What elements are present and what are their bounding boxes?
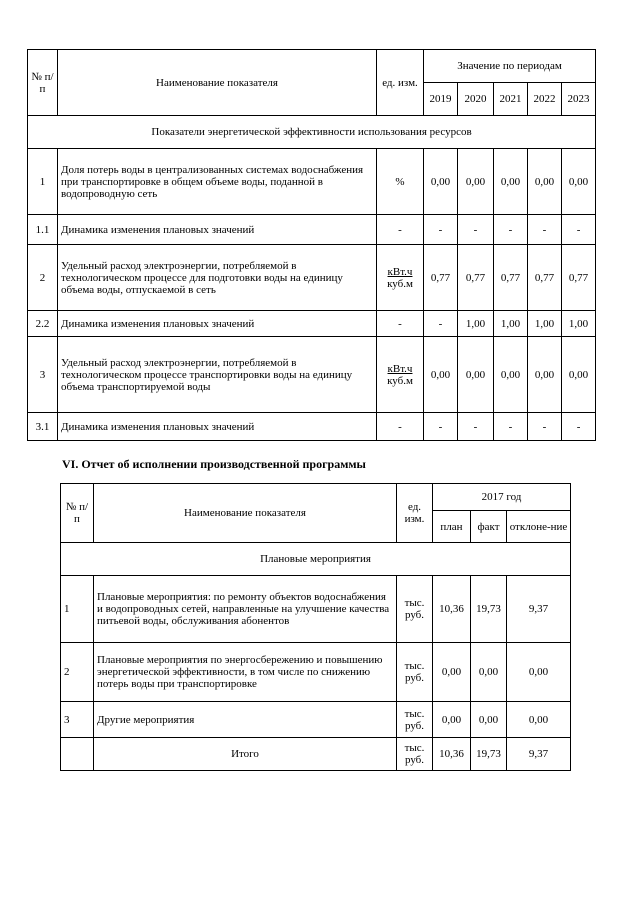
row-fact: 0,00 (471, 643, 507, 702)
unit-top: кВт.ч (387, 362, 413, 375)
row-name: Удельный расход электроэнергии, потребляемой в технологическом процессе транспортировки воды на единицу объема транспортируемой воды (58, 337, 377, 413)
row-value: 0,00 (424, 149, 458, 215)
table-row (61, 702, 571, 738)
row-unit: - (377, 311, 424, 337)
row-value: - (562, 413, 596, 441)
header-name: Наименование показателя (58, 50, 377, 116)
row-no: 3.1 (28, 413, 58, 441)
row-value: 0,00 (528, 149, 562, 215)
table-row (28, 245, 596, 311)
total-label: Итого (94, 738, 397, 771)
total-plan: 10,36 (433, 738, 471, 771)
header-name: Наименование показателя (94, 484, 397, 543)
row-unit (377, 245, 424, 311)
row-value: 1,00 (494, 311, 528, 337)
row-no: 1 (28, 149, 58, 215)
unit-bottom: куб.м (387, 277, 413, 290)
header-year: 2022 (528, 83, 562, 116)
section-title: Показатели энергетической эффективности использования ресурсов (28, 116, 596, 149)
header-deviation: отклоне-ние (507, 511, 571, 543)
row-no: 2.2 (28, 311, 58, 337)
row-no: 2 (61, 643, 94, 702)
row-no: 1.1 (28, 215, 58, 245)
row-value: - (424, 413, 458, 441)
row-name: Удельный расход электроэнергии, потребляемой в технологическом процессе для подготовки воды на единицу объема воды, отпускаемой в сеть (58, 245, 377, 311)
unit-top: кВт.ч (387, 265, 413, 278)
row-no: 3 (28, 337, 58, 413)
row-value: 0,00 (494, 149, 528, 215)
row-value: - (562, 215, 596, 245)
unit-bottom: куб.м (387, 374, 413, 387)
header-year: 2021 (494, 83, 528, 116)
row-name: Плановые мероприятия по энергосбережению и повышению энергетической эффективности, в том числе по снижению потерь воды при транспортировке (94, 643, 397, 702)
row-value: 1,00 (528, 311, 562, 337)
row-value: - (458, 413, 494, 441)
section-title: Плановые мероприятия (61, 543, 571, 576)
row-no: 2 (28, 245, 58, 311)
table-row (28, 215, 596, 245)
row-name: Динамика изменения плановых значений (58, 413, 377, 441)
header-no: № п/п (61, 484, 94, 543)
table-row (28, 149, 596, 215)
row-deviation: 0,00 (507, 643, 571, 702)
row-value: 0,00 (424, 337, 458, 413)
header-year: 2020 (458, 83, 494, 116)
table-row (61, 643, 571, 702)
total-deviation: 9,37 (507, 738, 571, 771)
row-unit: тыс. руб. (397, 643, 433, 702)
row-value: 1,00 (458, 311, 494, 337)
row-value: - (424, 215, 458, 245)
row-value: - (528, 413, 562, 441)
header-fact: факт (471, 511, 507, 543)
row-value: 0,77 (494, 245, 528, 311)
row-value: 0,00 (528, 337, 562, 413)
row-name: Доля потерь воды в централизованных системах водоснабжения при транспортировке в общем объеме воды, поданной в водопроводную сеть (58, 149, 377, 215)
row-value: - (424, 311, 458, 337)
row-value: 0,00 (458, 337, 494, 413)
row-no: 1 (61, 576, 94, 643)
row-value: - (494, 413, 528, 441)
row-name: Другие мероприятия (94, 702, 397, 738)
table-row (61, 576, 571, 643)
header-year: 2023 (562, 83, 596, 116)
table-row (28, 413, 596, 441)
row-value: 0,77 (424, 245, 458, 311)
row-deviation: 0,00 (507, 702, 571, 738)
row-unit (377, 149, 424, 215)
header-plan: план (433, 511, 471, 543)
unit-top: % (395, 175, 405, 188)
row-deviation: 9,37 (507, 576, 571, 643)
row-plan: 0,00 (433, 643, 471, 702)
row-unit: тыс. руб. (397, 738, 433, 771)
row-value: 0,00 (562, 149, 596, 215)
row-no (61, 738, 94, 771)
row-value: 1,00 (562, 311, 596, 337)
row-fact: 19,73 (471, 576, 507, 643)
row-value: - (458, 215, 494, 245)
row-unit: - (377, 215, 424, 245)
row-value: - (494, 215, 528, 245)
header-year: 2019 (424, 83, 458, 116)
row-value: 0,77 (528, 245, 562, 311)
row-unit: тыс. руб. (397, 576, 433, 643)
table-row-total (61, 738, 571, 771)
table-row (28, 311, 596, 337)
header-unit: ед. изм. (377, 50, 424, 116)
row-no: 3 (61, 702, 94, 738)
row-unit: тыс. руб. (397, 702, 433, 738)
row-value: 0,77 (562, 245, 596, 311)
header-unit: ед. изм. (397, 484, 433, 543)
row-plan: 0,00 (433, 702, 471, 738)
row-unit (377, 337, 424, 413)
row-value: 0,00 (562, 337, 596, 413)
header-periods: Значение по периодам (424, 50, 596, 83)
row-value: 0,00 (494, 337, 528, 413)
row-fact: 0,00 (471, 702, 507, 738)
header-year: 2017 год (433, 484, 571, 511)
section-heading: VI. Отчет об исполнении производственной программы (62, 457, 366, 471)
table-row (28, 337, 596, 413)
row-name: Динамика изменения плановых значений (58, 215, 377, 245)
row-value: 0,00 (458, 149, 494, 215)
row-name: Динамика изменения плановых значений (58, 311, 377, 337)
total-fact: 19,73 (471, 738, 507, 771)
row-value: - (528, 215, 562, 245)
row-value: 0,77 (458, 245, 494, 311)
production-program-table (60, 483, 571, 771)
header-no: № п/п (28, 50, 58, 116)
row-name: Плановые мероприятия: по ремонту объектов водоснабжения и водопроводных сетей, направленные на улучшение качества питьевой воды, обслуживания абонентов (94, 576, 397, 643)
row-unit: - (377, 413, 424, 441)
row-plan: 10,36 (433, 576, 471, 643)
energy-efficiency-table (27, 49, 596, 441)
